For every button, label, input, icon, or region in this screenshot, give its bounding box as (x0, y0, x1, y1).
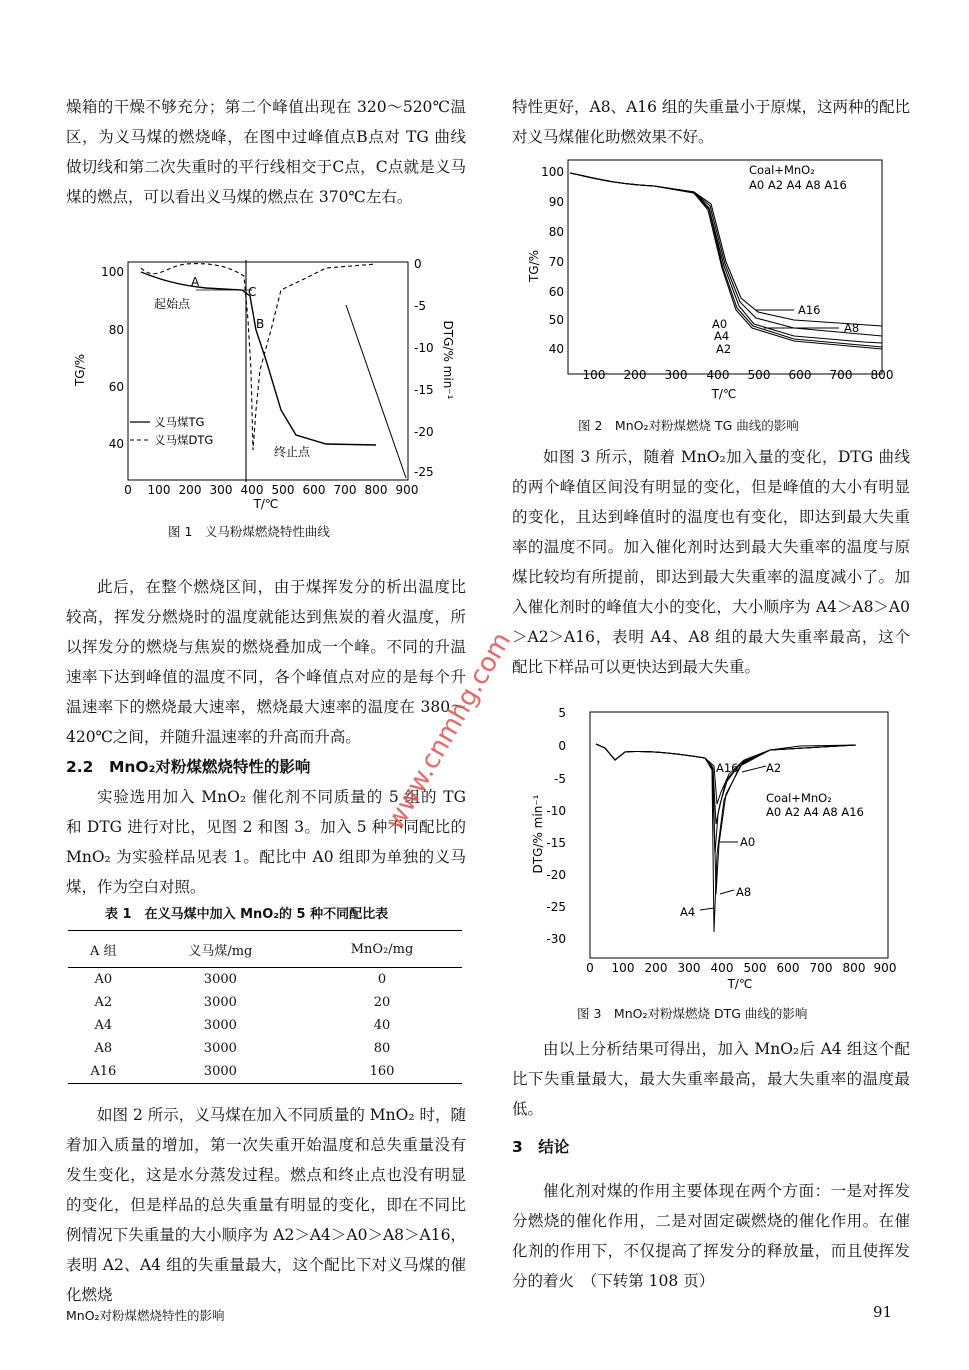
tick-label: 600 (302, 483, 326, 497)
tick-label: 0 (414, 257, 422, 271)
tick-label: -30 (546, 932, 566, 946)
x-axis-label: T/℃ (727, 977, 753, 991)
series-label: A16 (716, 761, 739, 775)
tick-label: -5 (554, 772, 566, 786)
tick-label: 400 (240, 483, 264, 497)
table-row: A2 3000 20 (94, 995, 391, 1010)
right-text-top (512, 92, 910, 152)
x-axis-label: T/℃ (711, 387, 737, 401)
tick-label: 200 (178, 483, 202, 497)
series-label: A2 (766, 761, 782, 775)
tick-label: 80 (108, 323, 124, 337)
right-text-bottom (512, 1034, 910, 1296)
tick-label: 700 (829, 368, 853, 382)
tick-label: 400 (706, 368, 730, 382)
tick-label: 800 (870, 368, 894, 382)
tick-label: 900 (873, 961, 897, 975)
tick-label: 0 (586, 961, 594, 975)
watermark: www.cnmhg.com (380, 627, 518, 835)
paragraph: 此后，在整个燃烧区间，由于煤挥发分的析出温度比较高，挥发分燃烧时的温度就能达到焦炭的着火温度，所以挥发分的燃烧与焦炭的燃烧叠加成一个峰。不同的升温速率下达到峰值的温度不同，各个峰值点对应的是每个升温速率下的燃烧最大速率，燃烧最大速率的温度在 380～420℃之间，并随升温速率的升高而升高。 (66, 578, 466, 746)
tick-label: 100 (582, 368, 606, 382)
tick-label: 80 (548, 225, 564, 239)
tick-label: -25 (546, 900, 566, 914)
annotation: 起始点 (154, 297, 191, 311)
left-text-top (66, 92, 466, 212)
section-heading: 3 结论 (512, 1138, 570, 1156)
y-axis-label: TG/% (73, 353, 87, 387)
running-footer: MnO₂对粉煤燃烧特性的影响 (66, 1308, 225, 1323)
legend-title: Coal+MnO₂ (766, 791, 832, 805)
tick-label: 40 (108, 437, 124, 451)
table-header: 义马煤/mg (139, 931, 302, 968)
legend-entry: 义马煤DTG (154, 433, 214, 447)
paragraph: 催化剂对煤的作用主要体现在两个方面：一是对挥发分燃烧的催化作用，二是对固定碳燃烧的催化作用。在催化剂的作用下，不仅提高了挥发分的释放量，而且使挥发分的着火 （下转第 108 页） (512, 1182, 910, 1290)
tg-series-a8 (570, 173, 882, 336)
tick-label: 800 (364, 483, 388, 497)
x-axis-label: T/℃ (253, 497, 279, 510)
series-label: A8 (736, 885, 752, 899)
tick-label: 400 (710, 961, 734, 975)
y2-axis-label: DTG/% min⁻¹ (441, 320, 455, 400)
table-row: A8 3000 80 (94, 1041, 391, 1056)
legend-items: A0 A2 A4 A8 A16 (749, 178, 847, 192)
tick-label: 500 (747, 368, 771, 382)
tick-label: 90 (548, 195, 564, 209)
figure-3-caption: 图 3 MnO₂对粉煤燃烧 DTG 曲线的影响 (577, 1006, 808, 1021)
table-header: A 组 (68, 931, 139, 968)
paragraph: 实验选用加入 MnO₂ 催化剂不同质量的 5 组的 TG 和 DTG 进行对比，见图 2 和图 3。加入 5 种不同配比的 MnO₂ 为实验样品见表 1。配比中 A0 组即为单独的义马煤，作为空白对照。 (66, 788, 466, 896)
figure-2-caption: 图 2 MnO₂对粉煤燃烧 TG 曲线的影响 (578, 418, 799, 433)
y-axis-label: TG/% (527, 249, 541, 283)
annotation: C (248, 285, 257, 299)
tick-label: 50 (548, 313, 564, 327)
tick-label: 40 (548, 342, 564, 356)
tick-label: 200 (644, 961, 668, 975)
series-label: A4 (714, 329, 730, 343)
tick-label: 500 (743, 961, 767, 975)
left-text-bottom (66, 1100, 466, 1310)
table-row: A16 3000 160 (68, 1060, 462, 1084)
legend-title: Coal+MnO₂ (749, 163, 815, 177)
left-text-mid (66, 572, 466, 902)
tick-label: 900 (395, 483, 419, 497)
tick-label: -15 (414, 383, 434, 397)
tick-label: 60 (548, 285, 564, 299)
tick-label: 5 (558, 706, 566, 720)
series-label: A8 (844, 321, 860, 335)
tick-label: -5 (414, 299, 426, 313)
tick-label: -25 (414, 465, 434, 479)
table-row: A0 3000 0 (94, 972, 387, 987)
figure-3-chart (530, 704, 910, 994)
series-label: A2 (716, 342, 732, 356)
paragraph: 如图 3 所示，随着 MnO₂加入量的变化，DTG 曲线的两个峰值区间没有明显的变化，但是峰值的大小有明显的变化，且达到峰值时的温度也有变化，即达到最大失重率的温度不同。加入催化剂时达到最大失重率的温度与原煤比较均有所提前，即达到最大失重率的温度减小了。加入催化剂时的峰值大小的变化，大小顺序为 A4＞A8＞A0＞A2＞A16，表明 A4、A8 组的最大失重率最高，这个配比下样品可以更快达到最大失重。 (512, 448, 910, 676)
paragraph: 特性更好，A8、A16 组的失重量小于原煤，这两种的配比对义马煤催化助燃效果不好。 (512, 98, 910, 146)
table-row: A4 3000 40 (94, 1018, 391, 1033)
tick-label: 100 (147, 483, 171, 497)
tg-series-a16 (570, 173, 882, 326)
figure-1-chart (66, 250, 466, 510)
tick-label: 60 (108, 380, 124, 394)
tick-label: -15 (546, 836, 566, 850)
annotation: 终止点 (274, 445, 311, 459)
page-number: 91 (873, 1303, 893, 1321)
tick-label: -20 (546, 868, 566, 882)
annotation: B (256, 317, 265, 331)
table-1-title: 表 1 在义马煤中加入 MnO₂的 5 种不同配比表 (105, 907, 389, 922)
tick-label: 300 (664, 368, 688, 382)
tick-label: 300 (209, 483, 233, 497)
tick-label: 100 (101, 265, 124, 279)
annotation: A (191, 275, 200, 289)
series-label: A4 (680, 905, 696, 919)
paragraph: 燥箱的干燥不够充分；第二个峰值出现在 320～520℃温区，为义马煤的燃烧峰，在图中过峰值点B点对 TG 曲线做切线和第二次失重时的平行线相交于C点，C点就是义马煤的燃点，可以看出义马煤的燃点在 370℃左右。 (66, 98, 466, 206)
figure-1-caption: 图 1 义马粉煤燃烧特性曲线 (168, 524, 330, 539)
tick-label: -20 (414, 425, 434, 439)
paragraph: 如图 2 所示，义马煤在加入不同质量的 MnO₂ 时，随着加入质量的增加，第一次失重开始温度和总失重量没有发生变化，这是水分蒸发过程。燃点和终止点也没有明显的变化，但是样品的总失重量有明显的变化，即在不同比例情况下失重量的大小顺序为 A2＞A4＞A0＞A8＞A16，表明 A2、A4 组的失重量最大，这个配比下对义马煤的催化燃烧 (66, 1106, 466, 1304)
legend-items: A0 A2 A4 A8 A16 (766, 805, 864, 819)
section-heading: 2.2 MnO₂对粉煤燃烧特性的影响 (66, 758, 311, 776)
figure-2-chart (524, 156, 904, 406)
tick-label: 600 (788, 368, 812, 382)
tick-label: 600 (776, 961, 800, 975)
series-label: A0 (712, 317, 728, 331)
right-text-mid (512, 442, 910, 682)
tick-label: 0 (124, 483, 132, 497)
table-header: MnO₂/mg (302, 931, 462, 968)
paragraph: 由以上分析结果可得出，加入 MnO₂后 A4 组这个配比下失重量最大，最大失重率最高，最大失重率的温度最低。 (512, 1040, 910, 1118)
tick-label: 700 (809, 961, 833, 975)
y-axis-label: DTG/% min⁻¹ (531, 794, 545, 874)
legend-entry: 义马煤TG (154, 415, 205, 429)
tick-label: 100 (611, 961, 635, 975)
tick-label: 0 (558, 739, 566, 753)
series-label: A0 (740, 835, 756, 849)
tick-label: 200 (623, 368, 647, 382)
tick-label: 300 (677, 961, 701, 975)
tick-label: 100 (541, 165, 564, 179)
tick-label: 800 (842, 961, 866, 975)
table-1 (68, 930, 462, 1084)
series-label: A16 (798, 303, 821, 317)
tick-label: 500 (271, 483, 295, 497)
tick-label: 70 (548, 255, 564, 269)
tick-label: -10 (414, 341, 434, 355)
tick-label: -10 (546, 804, 566, 818)
tick-label: 700 (333, 483, 357, 497)
